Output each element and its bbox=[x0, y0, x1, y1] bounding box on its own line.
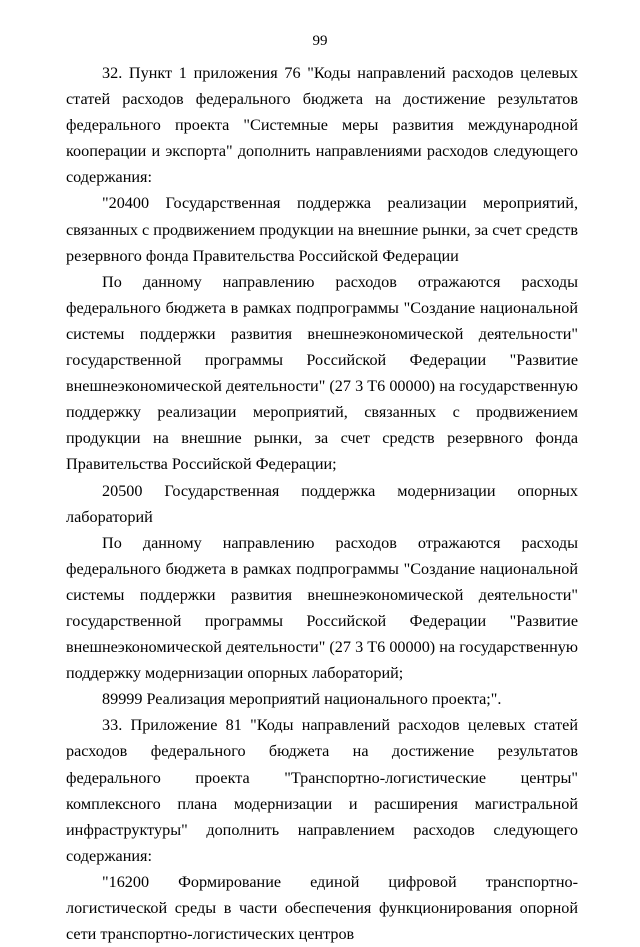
paragraph-code-20500: 20500 Государственная поддержка модернизации опорных лабораторий bbox=[66, 481, 578, 526]
paragraph-code-16200: "16200 Формирование единой цифровой транспортно-логистической среды в части обеспечения функционирования опорной сети транспортно-логистических центров bbox=[66, 872, 578, 944]
paragraph-description-20500: По данному направлению расходов отражаются расходы федерального бюджета в рамках подпрограммы "Создание национальной системы поддержки развития внешнеэкономической деятельности" государственной программы Российской Федерации "Развитие внешнеэкономической деятельности" (27 3 Т6 00000) на государственную поддержку модернизации опорных лабораторий; bbox=[66, 533, 578, 683]
page-number: 99 bbox=[312, 33, 328, 49]
paragraph-item-33: 33. Приложение 81 "Коды направлений расходов целевых статей расходов федерального бюджета на достижение результатов федерального проекта "Транспортно-логистические центры" комплексного плана модернизации и расширения магистральной инфраструктуры" дополнить направлением расходов следующего содержания: bbox=[66, 716, 578, 865]
document-body bbox=[66, 60, 578, 947]
paragraph-code-89999: 89999 Реализация мероприятий национального проекта;". bbox=[102, 690, 502, 709]
paragraph-code-20400: "20400 Государственная поддержка реализации мероприятий, связанных с продвижением продукции на внешние рынки, за счет средств резервного фонда Правительства Российской Федерации bbox=[66, 194, 578, 265]
paragraph-item-32: 32. Пункт 1 приложения 76 "Коды направлений расходов целевых статей расходов федерального бюджета на достижение результатов федерального проекта "Системные меры развития международной кооперации и экспорта" дополнить направлениями расходов следующего содержания: bbox=[66, 64, 578, 187]
paragraph-description-20400: По данному направлению расходов отражаются расходы федерального бюджета в рамках подпрограммы "Создание национальной системы поддержки развития внешнеэкономической деятельности" государственной программы Российской Федерации "Развитие внешнеэкономической деятельности" (27 3 Т6 00000) на государственную поддержку реализации мероприятий, связанных с продвижением продукции на внешние рынки, за счет средств резервного фонда Правительства Российской Федерации; bbox=[66, 272, 578, 474]
